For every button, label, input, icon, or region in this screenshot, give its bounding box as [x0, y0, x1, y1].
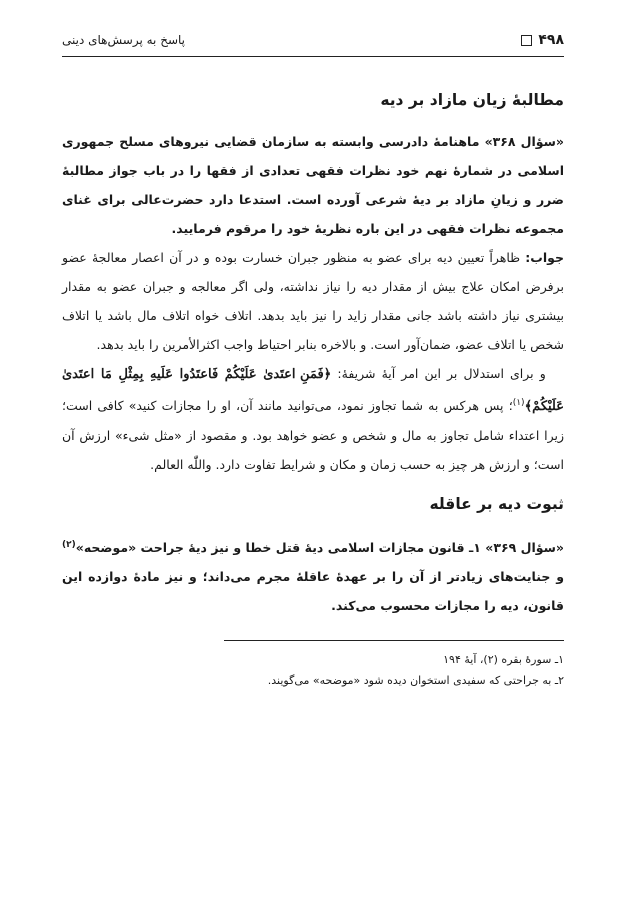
answer-paragraph-1: [62, 243, 564, 359]
footnote-ref-2: (۲): [62, 540, 76, 551]
answer-text-2: ؛ پس هرکس به شما تجاوز نمود، می‌توانید مانند آن، او را مجازات کنید» کافی است؛ زیرا اعتداء شامل تجاوز به مال و شخص و عضو خواهد بود. و مقصود از «مثل شیء» ارزش آن است؛ و ارزش هر چیز به حسب زمان و مکان و شرایط تفاوت دارد. واللّٰه العالم.: [62, 398, 564, 473]
book-title: پاسخ به پرسش‌های دینی: [62, 33, 186, 47]
question-368: «سؤال ۳۶۸» ماهنامهٔ دادرسی وابسته به سازمان قضایی نیروهای مسلح جمهوری اسلامی در شمارهٔ نهم خود نظرات فقهی تعدادی از فقها را در باب جواز مطالبهٔ ضرر و زیانِ مازاد بر دیهٔ شرعی آورده است. استدعا دارد حضرت‌عالی برای غنای مجموعه نظرات فقهی در این باره نظریهٔ خود را مرقوم فرمایید.: [62, 134, 565, 236]
footnote-1: ۱ـ سورهٔ بقره (۲)، آیهٔ ۱۹۴: [443, 653, 564, 667]
page-number-block: [521, 32, 564, 48]
page-number: ۴۹۸: [538, 32, 564, 48]
header-divider: [62, 56, 564, 57]
document-page: [62, 28, 564, 691]
answer-paragraph-2: [62, 359, 564, 479]
question-369-part-b: و جنایت‌های زیادتر از آن را بر عهدهٔ عاقلهٔ مجرم می‌داند؛ و نیز مادهٔ دوازده این قانون، دیه را مجازات محسوب می‌کند.: [62, 569, 564, 614]
footnote-divider: [224, 640, 564, 641]
answer-text-1: ظاهراً تعیین دیه برای عضو به منظور جبران خسارت بوده و در آن اعصار معالجهٔ عضو برفرض امکان علاج بیش از مقدار دیه را نیاز نداشته، ولی اگر معالجه و جبران عضو به مقدار بیشتری نیاز داشته باشد جانی مقدار زاید را نیز باید بدهد. اتلاف خواه اتلاف مال باشد یا اتلاف شخص یا اتلاف عضو، ضمان‌آور است. و بالاخره بنابر احتیاط واجب اکثرالأمرین را باید بدهد.: [62, 250, 564, 352]
section-title-1: مطالبهٔ زیان مازاد بر دیه: [380, 91, 564, 109]
footnote-2: ۲ـ به جراحتی که سفیدی استخوان دیده شود «موضحه» می‌گویند.: [267, 674, 564, 688]
section-title-2: ثبوت دیه بر عاقله: [429, 495, 564, 514]
square-ornament-icon: [521, 35, 532, 46]
question-369-part-a: «سؤال ۳۶۹» ۱ـ قانون مجازات اسلامی دیهٔ قتل خطا و نیز دیهٔ جراحت «موضحه»: [75, 540, 565, 556]
answer-label: جواب:: [525, 250, 564, 265]
quran-verse: ﴿فَمَنِ اعتَدیٰ عَلَیْکُمْ فَاعتَدُوا عَلَیهِ بِمِثْلِ مَا اعتَدیٰ عَلَیْکُمْ﴾: [62, 367, 564, 415]
footnote-ref-1: (۱): [512, 398, 525, 408]
page-header: [62, 28, 564, 52]
answer-intro: و برای استدلال بر این امر آیهٔ شریفهٔ:: [337, 366, 546, 381]
question-369: [62, 531, 564, 620]
footnotes: [62, 649, 564, 691]
